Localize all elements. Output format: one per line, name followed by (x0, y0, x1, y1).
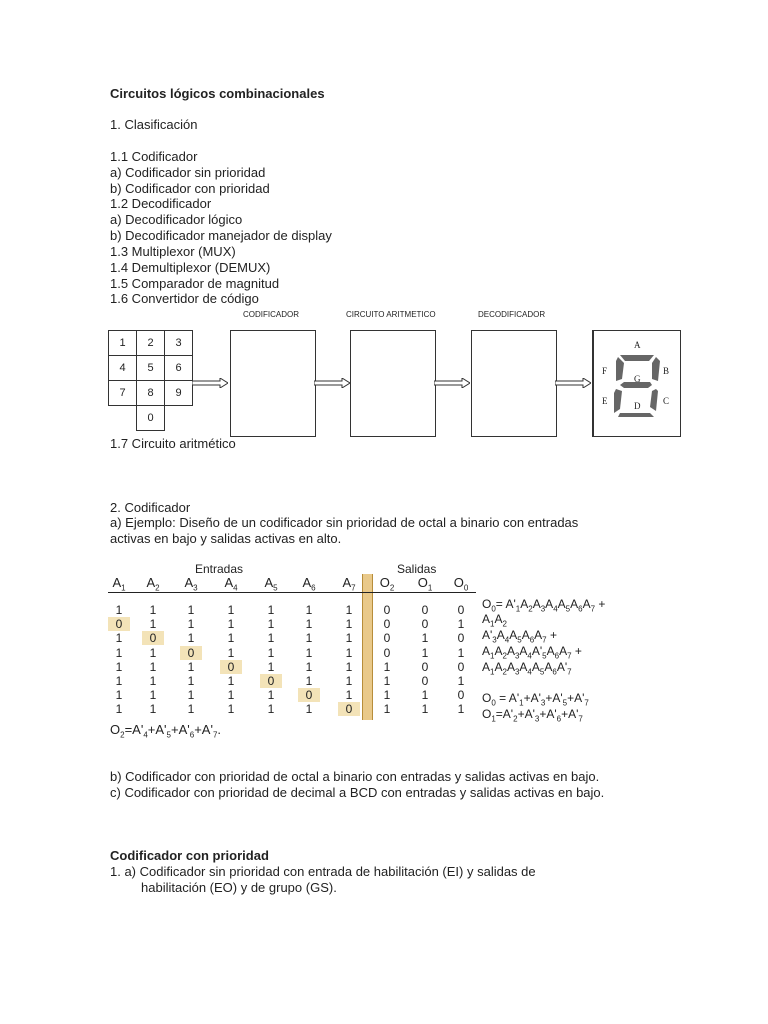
paragraph: 1. a) Codificador sin prioridad con entrada de habilitación (EI) y salidas de (110, 864, 536, 879)
segment-label: G (634, 374, 641, 384)
segment-label: E (602, 396, 608, 406)
equation-line: $A_1A_2A_3A_4A_5A_6A'_7$ (482, 660, 572, 677)
table-cell: 1 (267, 617, 275, 632)
table-cell: 0 (260, 674, 282, 688)
segment-label: C (663, 396, 670, 406)
table-header: $A_1$ (112, 575, 126, 593)
key: 1 (109, 331, 137, 356)
table-cell: 0 (383, 603, 391, 617)
table-cell: 0 (457, 603, 465, 617)
column-separator (362, 574, 373, 720)
table-cell: 0 (108, 617, 130, 631)
key: 8 (137, 381, 165, 406)
table-cell: 1 (115, 688, 123, 703)
table-cell: 1 (187, 603, 195, 617)
table-header: $A_7$ (342, 575, 356, 593)
key: 2 (137, 331, 165, 356)
codificador-block (230, 330, 316, 437)
table-cell: 1 (305, 674, 313, 688)
table-cell: 1 (227, 631, 235, 646)
truth-table (108, 562, 476, 722)
o2-equation: $O_2=A'_4+A'_5+A'_6+A'_7$. (110, 722, 222, 740)
table-header: $A_3$ (184, 575, 198, 593)
keypad (108, 330, 193, 431)
table-cell: 1 (115, 702, 123, 717)
list-item: a) Codificador sin prioridad (110, 165, 266, 180)
table-cell: 0 (421, 617, 429, 632)
segment-label: D (634, 401, 641, 411)
arrow-right-icon (434, 378, 470, 388)
list-item: a) Decodificador lógico (110, 212, 243, 227)
key: 9 (165, 381, 193, 406)
table-cell: 0 (338, 702, 360, 716)
table-cell: 1 (421, 631, 429, 646)
table-cell: 1 (383, 702, 391, 717)
table-cell: 1 (305, 631, 313, 646)
table-cell: 1 (115, 603, 123, 617)
key: 0 (137, 406, 165, 431)
salidas-label: Salidas (397, 562, 437, 576)
table-cell: 1 (149, 659, 157, 674)
table-cell: 1 (267, 688, 275, 703)
paragraph: habilitación (EO) y de grupo (GS). (141, 880, 337, 895)
table-cell: 0 (457, 688, 465, 703)
table-cell: 1 (115, 674, 123, 688)
table-cell: 1 (457, 645, 465, 660)
seven-segment-display (592, 330, 681, 437)
table-cell: 1 (383, 688, 391, 703)
table-cell: 0 (383, 617, 391, 632)
table-cell: 1 (149, 617, 157, 632)
table-header: $O_1$ (417, 575, 433, 593)
table-cell: 1 (345, 631, 353, 646)
table-cell: 0 (457, 659, 465, 674)
table-cell: 1 (345, 688, 353, 703)
table-cell: 1 (187, 688, 195, 703)
table-cell: 1 (345, 659, 353, 674)
key: 3 (165, 331, 193, 356)
table-cell: 1 (115, 645, 123, 660)
circuito-aritmetico-block (350, 330, 436, 437)
section-heading-clasificacion: 1. Clasificación (110, 117, 198, 132)
equation-line: $A_1A_2A_3A_4A'_5A_6A_7$ + (482, 644, 582, 661)
table-cell: 1 (149, 603, 157, 617)
table-cell: 1 (267, 631, 275, 646)
key: 6 (165, 356, 193, 381)
table-cell: 1 (345, 674, 353, 688)
table-cell: 1 (149, 702, 157, 717)
key: 7 (109, 381, 137, 406)
segment-label: A (634, 340, 641, 350)
equation-line: $O_1=A'_2+A'_3+A'_6+A'_7$ (482, 707, 583, 724)
key: 5 (137, 356, 165, 381)
table-cell: 1 (345, 603, 353, 617)
list-item: 1.6 Convertidor de código (110, 291, 259, 306)
segment-label: B (663, 366, 670, 376)
table-cell: 1 (421, 688, 429, 703)
decodificador-block (471, 330, 557, 437)
paragraph: c) Codificador con prioridad de decimal a BCD con entradas y salidas activas en bajo. (110, 785, 605, 800)
table-cell: 1 (227, 688, 235, 703)
table-cell: 1 (267, 645, 275, 660)
list-item: 1.7 Circuito aritmético (110, 436, 236, 451)
table-cell: 1 (457, 617, 465, 632)
list-item: 1.3 Multiplexor (MUX) (110, 244, 236, 259)
table-cell: 1 (115, 631, 123, 646)
table-header: $O_2$ (379, 575, 395, 593)
table-cell: 1 (305, 603, 313, 617)
table-header: $A_2$ (146, 575, 160, 593)
list-item: 1.5 Comparador de magnitud (110, 276, 280, 291)
table-cell: 1 (267, 603, 275, 617)
table-cell: 0 (383, 631, 391, 646)
label-codificador: CODIFICADOR (243, 310, 299, 319)
table-cell: 1 (187, 659, 195, 674)
table-cell: 0 (220, 660, 242, 674)
list-item: b) Codificador con prioridad (110, 181, 270, 196)
table-cell: 1 (421, 702, 429, 717)
table-cell: 1 (227, 617, 235, 632)
table-header: $A_5$ (264, 575, 278, 593)
table-cell: 0 (180, 646, 202, 660)
table-cell: 1 (305, 702, 313, 717)
table-cell: 1 (305, 659, 313, 674)
equation-line: $O_0= A'_1A_2A_3A_4A_5A_6A_7$ + (482, 597, 606, 614)
arrow-right-icon (192, 378, 228, 388)
key: 4 (109, 356, 137, 381)
seven-segment-icon (594, 331, 680, 436)
table-cell: 0 (457, 631, 465, 646)
label-circuito-aritmetico: CIRCUITO ARITMETICO (346, 310, 436, 319)
equation-line: $A'_3A_4A_5A_6A_7$ + (482, 628, 557, 645)
table-cell: 1 (421, 645, 429, 660)
list-item: 1.4 Demultiplexor (DEMUX) (110, 260, 271, 275)
table-cell: 1 (187, 702, 195, 717)
paragraph: b) Codificador con prioridad de octal a binario con entradas y salidas activas en bajo. (110, 769, 600, 784)
table-header: $O_0$ (453, 575, 469, 593)
table-cell: 1 (149, 688, 157, 703)
paragraph: a) Ejemplo: Diseño de un codificador sin prioridad de octal a binario con entradas (110, 515, 579, 530)
table-cell: 1 (383, 659, 391, 674)
table-cell: 1 (305, 617, 313, 632)
table-cell: 0 (298, 688, 320, 702)
arrow-right-icon (555, 378, 591, 388)
table-cell: 1 (345, 617, 353, 632)
table-cell: 1 (115, 659, 123, 674)
table-cell: 1 (149, 645, 157, 660)
table-cell: 1 (187, 631, 195, 646)
table-cell: 0 (421, 603, 429, 617)
table-cell: 1 (383, 674, 391, 688)
section-heading-codificador: 2. Codificador (110, 500, 191, 515)
table-cell: 0 (421, 659, 429, 674)
table-cell: 1 (345, 645, 353, 660)
table-cell: 1 (267, 702, 275, 717)
table-cell: 0 (142, 631, 164, 645)
entradas-label: Entradas (195, 562, 244, 576)
list-item: 1.2 Decodificador (110, 196, 212, 211)
table-cell: 1 (227, 603, 235, 617)
page-title: Circuitos lógicos combinacionales (110, 86, 325, 101)
equation-line: $O_0 = A'_1+A'_3+A'_5+A'_7$ (482, 691, 589, 708)
table-cell: 1 (305, 645, 313, 660)
table-cell: 1 (187, 617, 195, 632)
arrow-right-icon (314, 378, 350, 388)
list-item: b) Decodificador manejador de display (110, 228, 332, 243)
table-cell: 1 (149, 674, 157, 688)
table-cell: 1 (457, 702, 465, 717)
table-header: $A_4$ (224, 575, 238, 593)
section-heading-prioridad: Codificador con prioridad (110, 848, 269, 863)
label-decodificador: DECODIFICADOR (478, 310, 546, 319)
table-cell: 1 (227, 674, 235, 688)
table-cell: 0 (421, 674, 429, 688)
paragraph: activas en bajo y salidas activas en alto. (110, 531, 342, 546)
table-cell: 1 (457, 674, 465, 688)
key-empty (165, 406, 193, 431)
table-cell: 1 (267, 659, 275, 674)
equation-line: $A_1A_2$ (482, 612, 507, 629)
table-header: $A_6$ (302, 575, 316, 593)
table-cell: 0 (383, 645, 391, 660)
table-cell: 1 (227, 645, 235, 660)
key-empty (109, 406, 137, 431)
list-item: 1.1 Codificador (110, 149, 198, 164)
table-cell: 1 (187, 674, 195, 688)
block-diagram (108, 310, 680, 438)
segment-label: F (602, 366, 608, 376)
table-cell: 1 (227, 702, 235, 717)
